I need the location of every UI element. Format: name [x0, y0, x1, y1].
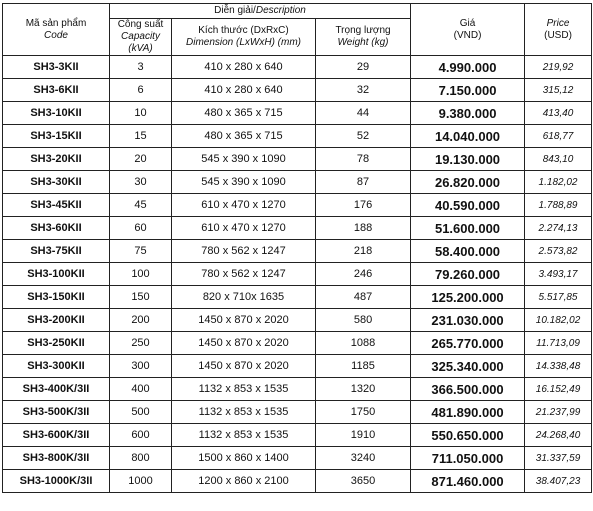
- price-vnd-unit: (VND): [453, 29, 482, 41]
- capacity-header-en: Capacity (kVA): [121, 31, 160, 54]
- table-row: [3, 401, 592, 424]
- capacity-cell: 250: [110, 332, 172, 355]
- table-row: [3, 286, 592, 309]
- price-vnd-cell: 19.130.000: [411, 148, 525, 171]
- price-vnd-cell: 231.030.000: [411, 309, 525, 332]
- capacity-cell: 300: [110, 355, 172, 378]
- dimension-cell: 1200 x 860 x 2100: [172, 470, 316, 493]
- dimension-cell: 480 x 365 x 715: [172, 125, 316, 148]
- price-usd-cell: 2.274,13: [525, 217, 592, 240]
- table-header: [3, 4, 592, 56]
- dimension-header-en: Dimension (LxWxH) (mm): [186, 37, 301, 48]
- product-code: SH3-30KII: [3, 171, 110, 194]
- capacity-cell: 100: [110, 263, 172, 286]
- product-code: SH3-200KII: [3, 309, 110, 332]
- weight-cell: 78: [316, 148, 411, 171]
- price-usd-cell: 618,77: [525, 125, 592, 148]
- price-usd-cell: 1.182,02: [525, 171, 592, 194]
- price-usd-cell: 843,10: [525, 148, 592, 171]
- weight-cell: 3650: [316, 470, 411, 493]
- price-vnd-label: Giá: [459, 17, 476, 29]
- product-code: SH3-800K/3II: [3, 447, 110, 470]
- price-usd-cell: 14.338,48: [525, 355, 592, 378]
- product-code: SH3-6KII: [3, 79, 110, 102]
- price-vnd-cell: 325.340.000: [411, 355, 525, 378]
- capacity-cell: 1000: [110, 470, 172, 493]
- price-vnd-cell: 4.990.000: [411, 56, 525, 79]
- price-usd-cell: 5.517,85: [525, 286, 592, 309]
- weight-cell: 1750: [316, 401, 411, 424]
- table-row: [3, 79, 592, 102]
- capacity-cell: 60: [110, 217, 172, 240]
- description-header: [110, 4, 411, 19]
- product-code: SH3-100KII: [3, 263, 110, 286]
- weight-cell: 580: [316, 309, 411, 332]
- dimension-cell: 820 x 710x 1635: [172, 286, 316, 309]
- table-row: [3, 194, 592, 217]
- capacity-cell: 500: [110, 401, 172, 424]
- dimension-cell: 1132 x 853 x 1535: [172, 424, 316, 447]
- price-vnd-cell: 481.890.000: [411, 401, 525, 424]
- weight-cell: 1088: [316, 332, 411, 355]
- dimension-header: [172, 19, 316, 56]
- price-usd-cell: 413,40: [525, 102, 592, 125]
- price-usd-cell: 10.182,02: [525, 309, 592, 332]
- price-usd-unit: (USD): [544, 29, 572, 41]
- weight-cell: 52: [316, 125, 411, 148]
- weight-cell: 1185: [316, 355, 411, 378]
- dimension-cell: 480 x 365 x 715: [172, 102, 316, 125]
- price-vnd-cell: 26.820.000: [411, 171, 525, 194]
- price-vnd-header: [411, 4, 525, 56]
- product-code: SH3-3KII: [3, 56, 110, 79]
- dimension-cell: 610 x 470 x 1270: [172, 217, 316, 240]
- price-usd-cell: 3.493,17: [525, 263, 592, 286]
- price-table: [2, 3, 592, 493]
- weight-cell: 44: [316, 102, 411, 125]
- capacity-cell: 75: [110, 240, 172, 263]
- product-code: SH3-10KII: [3, 102, 110, 125]
- table-row: [3, 447, 592, 470]
- weight-cell: 1910: [316, 424, 411, 447]
- weight-cell: 246: [316, 263, 411, 286]
- table-row: [3, 309, 592, 332]
- code-header: [3, 4, 110, 56]
- capacity-cell: 600: [110, 424, 172, 447]
- price-vnd-cell: 7.150.000: [411, 79, 525, 102]
- table-row: [3, 378, 592, 401]
- weight-cell: 32: [316, 79, 411, 102]
- price-vnd-cell: 58.400.000: [411, 240, 525, 263]
- price-vnd-cell: 51.600.000: [411, 217, 525, 240]
- price-usd-header: [525, 4, 592, 56]
- dimension-cell: 1450 x 870 x 2020: [172, 309, 316, 332]
- product-code: SH3-1000K/3II: [3, 470, 110, 493]
- table-row: [3, 240, 592, 263]
- table-row: [3, 217, 592, 240]
- capacity-cell: 10: [110, 102, 172, 125]
- table-row: [3, 470, 592, 493]
- capacity-cell: 150: [110, 286, 172, 309]
- price-vnd-cell: 265.770.000: [411, 332, 525, 355]
- weight-cell: 188: [316, 217, 411, 240]
- price-usd-cell: 38.407,23: [525, 470, 592, 493]
- capacity-cell: 400: [110, 378, 172, 401]
- product-code: SH3-75KII: [3, 240, 110, 263]
- price-vnd-cell: 40.590.000: [411, 194, 525, 217]
- code-header-en: Code: [44, 29, 68, 41]
- product-code: SH3-600K/3II: [3, 424, 110, 447]
- product-code: SH3-500K/3II: [3, 401, 110, 424]
- capacity-cell: 45: [110, 194, 172, 217]
- dimension-header-vi: Kích thước (DxRxC): [198, 25, 289, 36]
- price-usd-cell: 21.237,99: [525, 401, 592, 424]
- product-code: SH3-20KII: [3, 148, 110, 171]
- dimension-cell: 780 x 562 x 1247: [172, 263, 316, 286]
- table-row: [3, 263, 592, 286]
- price-vnd-cell: 366.500.000: [411, 378, 525, 401]
- weight-cell: 29: [316, 56, 411, 79]
- table-row: [3, 125, 592, 148]
- dimension-cell: 1132 x 853 x 1535: [172, 401, 316, 424]
- price-vnd-cell: 79.260.000: [411, 263, 525, 286]
- price-usd-cell: 2.573,82: [525, 240, 592, 263]
- price-usd-label: Price: [546, 17, 570, 29]
- capacity-header-vi: Công suất: [117, 19, 164, 30]
- weight-header: [316, 19, 411, 56]
- weight-cell: 176: [316, 194, 411, 217]
- code-header-vi: Mã sản phẩm: [25, 17, 87, 29]
- weight-cell: 487: [316, 286, 411, 309]
- capacity-cell: 800: [110, 447, 172, 470]
- capacity-header: [110, 19, 172, 56]
- product-code: SH3-45KII: [3, 194, 110, 217]
- table-row: [3, 148, 592, 171]
- dimension-cell: 1450 x 870 x 2020: [172, 355, 316, 378]
- product-code: SH3-150KII: [3, 286, 110, 309]
- capacity-cell: 6: [110, 79, 172, 102]
- price-usd-cell: 1.788,89: [525, 194, 592, 217]
- dimension-cell: 545 x 390 x 1090: [172, 148, 316, 171]
- price-vnd-cell: 9.380.000: [411, 102, 525, 125]
- price-vnd-cell: 871.460.000: [411, 470, 525, 493]
- table-row: [3, 424, 592, 447]
- dimension-cell: 1500 x 860 x 1400: [172, 447, 316, 470]
- price-vnd-cell: 550.650.000: [411, 424, 525, 447]
- price-vnd-cell: 125.200.000: [411, 286, 525, 309]
- table-row: [3, 56, 592, 79]
- price-usd-cell: 31.337,59: [525, 447, 592, 470]
- price-usd-cell: 16.152,49: [525, 378, 592, 401]
- product-code: SH3-300KII: [3, 355, 110, 378]
- product-code: SH3-60KII: [3, 217, 110, 240]
- dimension-cell: 410 x 280 x 640: [172, 79, 316, 102]
- capacity-cell: 200: [110, 309, 172, 332]
- dimension-cell: 410 x 280 x 640: [172, 56, 316, 79]
- table-row: [3, 355, 592, 378]
- dimension-cell: 1450 x 870 x 2020: [172, 332, 316, 355]
- dimension-cell: 780 x 562 x 1247: [172, 240, 316, 263]
- table-row: [3, 171, 592, 194]
- price-usd-cell: 219,92: [525, 56, 592, 79]
- weight-cell: 218: [316, 240, 411, 263]
- description-header-en: Description: [255, 5, 306, 16]
- weight-header-vi: Trọng lượng: [335, 25, 391, 36]
- dimension-cell: 610 x 470 x 1270: [172, 194, 316, 217]
- price-usd-cell: 315,12: [525, 79, 592, 102]
- weight-cell: 3240: [316, 447, 411, 470]
- weight-header-en: Weight (kg): [337, 37, 389, 48]
- product-code: SH3-400K/3II: [3, 378, 110, 401]
- capacity-cell: 20: [110, 148, 172, 171]
- product-code: SH3-250KII: [3, 332, 110, 355]
- capacity-cell: 3: [110, 56, 172, 79]
- dimension-cell: 545 x 390 x 1090: [172, 171, 316, 194]
- product-code: SH3-15KII: [3, 125, 110, 148]
- dimension-cell: 1132 x 853 x 1535: [172, 378, 316, 401]
- capacity-cell: 15: [110, 125, 172, 148]
- table-row: [3, 332, 592, 355]
- table-body: [3, 56, 592, 493]
- price-vnd-cell: 711.050.000: [411, 447, 525, 470]
- price-vnd-cell: 14.040.000: [411, 125, 525, 148]
- description-header-vi: Diễn giải/: [214, 5, 256, 16]
- weight-cell: 87: [316, 171, 411, 194]
- table-row: [3, 102, 592, 125]
- price-usd-cell: 24.268,40: [525, 424, 592, 447]
- capacity-cell: 30: [110, 171, 172, 194]
- price-usd-cell: 11.713,09: [525, 332, 592, 355]
- weight-cell: 1320: [316, 378, 411, 401]
